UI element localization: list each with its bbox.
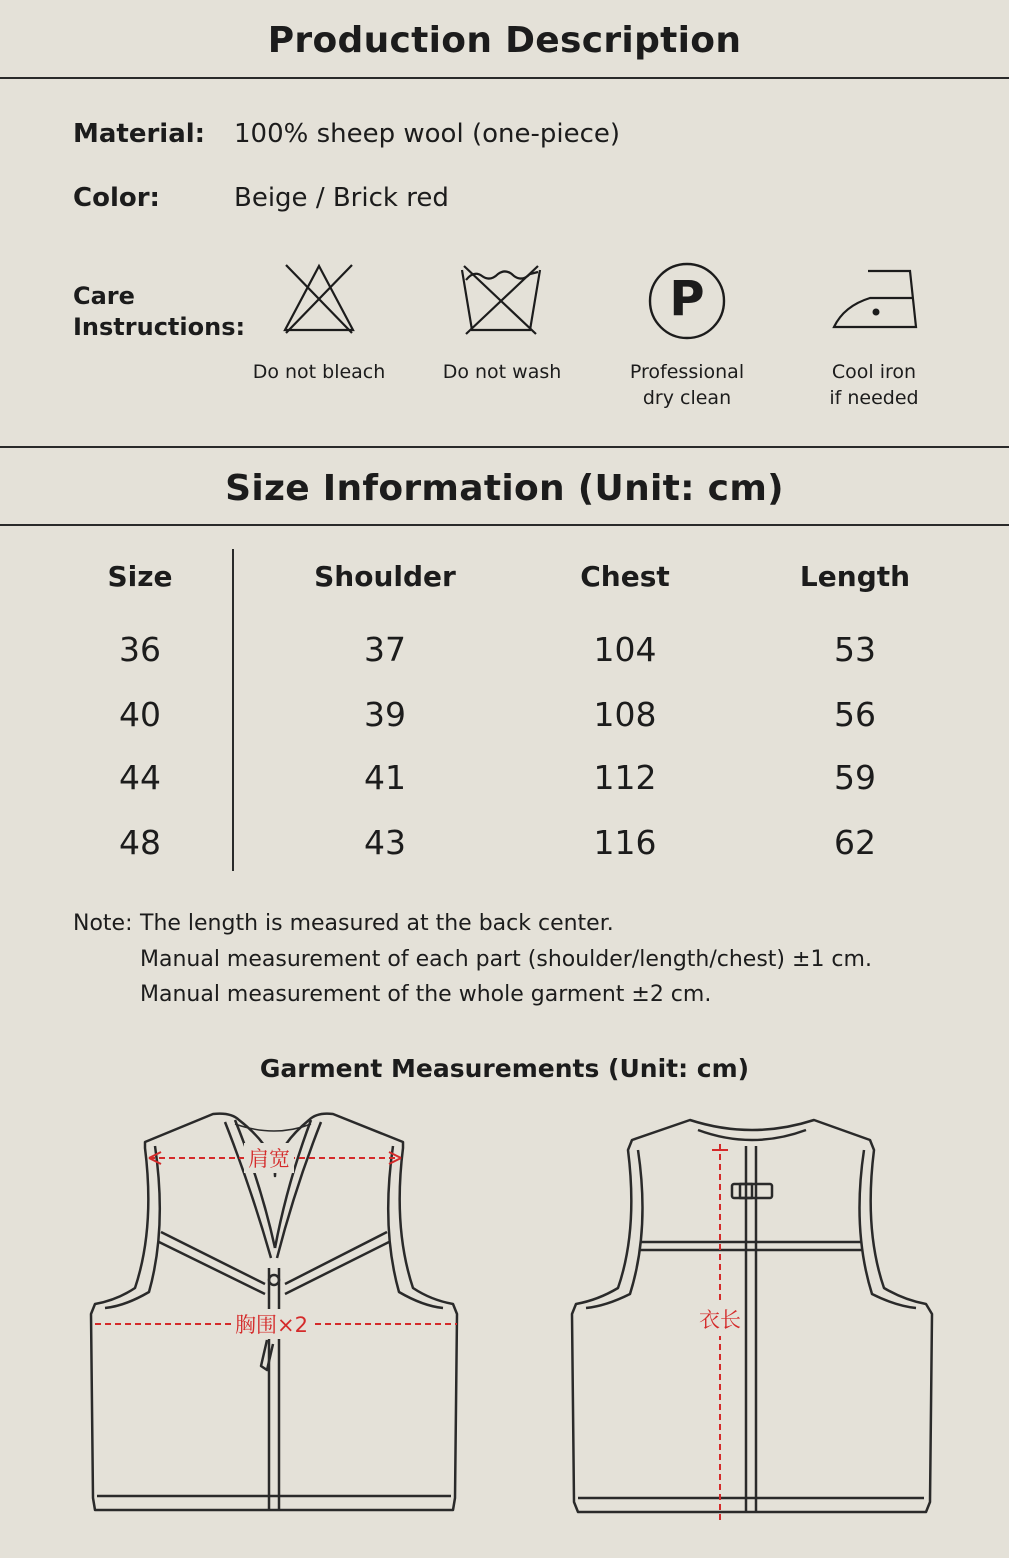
column-header-length: Length [799, 560, 911, 593]
column-header-chest: Chest [580, 560, 670, 593]
divider [0, 77, 1009, 79]
care-label-line: Care [73, 282, 135, 310]
table-cell: 53 [834, 630, 876, 669]
vest-back-diagram [566, 1110, 936, 1526]
table-cell: 43 [364, 823, 406, 862]
column-header-size: Size [107, 560, 173, 593]
material-label: Material: [73, 119, 206, 149]
caption-line: Cool iron [831, 361, 917, 383]
divider [0, 524, 1009, 526]
caption-line: Do not wash [442, 361, 562, 383]
note-line: Manual measurement of each part (shoulder/length/chest) ±1 cm. [140, 947, 872, 972]
shoulder-measure-label: 肩宽 [244, 1143, 294, 1173]
caption-line: Professional [629, 361, 745, 383]
table-cell: 48 [119, 823, 161, 862]
table-cell: 44 [119, 758, 161, 797]
do-not-wash-icon [458, 262, 544, 336]
table-cell: 37 [364, 630, 406, 669]
table-cell: 62 [834, 823, 876, 862]
table-cell: 116 [593, 823, 657, 862]
garment-title: Garment Measurements (Unit: cm) [259, 1054, 750, 1083]
table-cell: 39 [364, 695, 406, 734]
table-cell: 59 [834, 758, 876, 797]
care-label [73, 281, 245, 343]
chest-measure-label: 胸围×2 [231, 1309, 312, 1339]
care-caption [229, 359, 409, 385]
professional-dry-clean-icon [647, 261, 727, 341]
table-cell: 112 [593, 758, 657, 797]
color-value: Beige / Brick red [234, 183, 449, 213]
table-column-divider [232, 549, 234, 871]
note-label: Note: [73, 911, 133, 936]
caption-line: dry clean [642, 387, 732, 409]
caption-line: Do not bleach [252, 361, 386, 383]
table-cell: 40 [119, 695, 161, 734]
table-cell: 36 [119, 630, 161, 669]
note-line: Manual measurement of the whole garment ±2 cm. [140, 982, 712, 1007]
color-label: Color: [73, 183, 160, 213]
length-measure-label: 衣长 [697, 1302, 743, 1336]
care-caption [412, 359, 592, 385]
cool-iron-icon [830, 266, 920, 332]
table-cell: 108 [593, 695, 657, 734]
caption-line: if needed [829, 387, 919, 409]
table-cell: 56 [834, 695, 876, 734]
table-cell: 104 [593, 630, 657, 669]
size-info-title: Size Information (Unit: cm) [225, 468, 784, 509]
care-caption [597, 359, 777, 411]
do-not-bleach-icon [281, 262, 357, 336]
dry-clean-symbol: P [669, 271, 705, 327]
column-header-shoulder: Shoulder [314, 560, 456, 593]
care-label-line: Instructions: [73, 313, 246, 341]
care-caption [784, 359, 964, 411]
material-value: 100% sheep wool (one-piece) [234, 119, 621, 149]
divider [0, 446, 1009, 448]
note-line: The length is measured at the back center. [140, 911, 614, 936]
table-cell: 41 [364, 758, 406, 797]
production-title: Production Description [267, 20, 742, 61]
